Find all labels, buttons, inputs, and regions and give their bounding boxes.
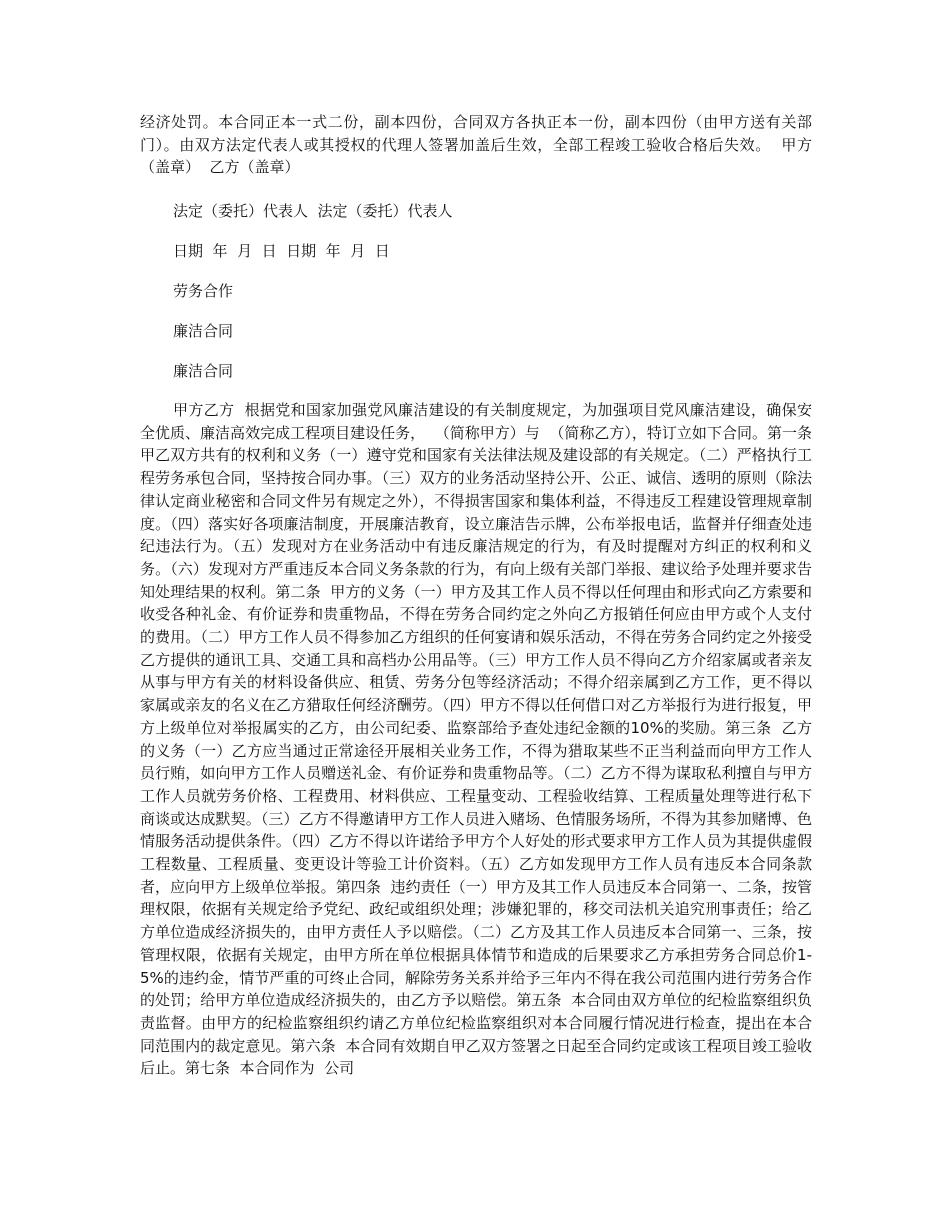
heading-integrity-contract: 廉洁合同 xyxy=(173,322,234,340)
heading-integrity-contract-2: 廉洁合同 xyxy=(173,362,234,380)
line-labor-cooperation: 劳务合作 xyxy=(173,282,234,300)
paragraph-contract-body: 甲方乙方 根据党和国家加强党风廉洁建设的有关制度规定，为加强项目党风廉洁建设，确保安全优质、廉洁高效完成工程项目建设任务， （简称甲方）与 （简称乙方），特订立如下合同。第一条 甲乙双方共有的权利和义务（一）遵守党和国家有关法律法规及建设部的有关规定。（二）严格执行工程劳务承包合同，坚持按合同办事。（三）双方的业务活动坚持公开、公正、诚信、透明的原则（除法律认定商业秘密和合同文件另有规定之外），不得损害国家和集体利益，不得违反工程建设管理规章制度。（四）落实好各项廉洁制度，开展廉洁教育，设立廉洁告示牌，公布举报电话，监督并仔细查处违纪违法行为。（五）发现对方在业务活动中有违反廉洁规定的行为，有及时提醒对方纠正的权利和义务。（六）发现对方严重违反本合同义务条款的行为，有向上级有关部门举报、建议给予处理并要求告知处理结果的权利。第二条 甲方的义务（一）甲方及其工作人员不得以任何理由和形式向乙方索要和收受各种礼金、有价证券和贵重物品，不得在劳务合同约定之外向乙方报销任何应由甲方或个人支付的费用。（二）甲方工作人员不得参加乙方组织的任何宴请和娱乐活动，不得在劳务合同约定之外接受乙方提供的通讯工具、交通工具和高档办公用品等。（三）甲方工作人员不得向乙方介绍家属或者亲友从事与甲方有关的材料设备供应、租赁、劳务分包等经济活动；不得介绍亲属到乙方工作，更不得以家属或亲友的名义在乙方猎取任何经济酬劳。（四）甲方不得以任何借口对乙方举报行为进行报复，甲方上级单位对举报属实的乙方，由公司纪委、监察部给予查处违纪金额的10%的奖励。第三条 乙方的义务（一）乙方应当通过正常途径开展相关业务工作，不得为猎取某些不正当利益而向甲方工作人员行贿，如向甲方工作人员赠送礼金、有价证券和贵重物品等。（二）乙方不得为谋取私利擅自与甲方工作人员就劳务价格、工程费用、材料供应、工程量变动、工程验收结算、工程质量处理等进行私下商谈或达成默契。（三）乙方不得邀请甲方工作人员进入赌场、色情服务场所，不得为其参加赌博、色情服务活动提供条件。（四）乙方不得以许诺给予甲方个人好处的形式要求甲方工作人员为其提供虚假工程数量、工程质量、变更设计等验工计价资料。（五）乙方如发现甲方工作人员有违反本合同条款者，应向甲方上级单位举报。第四条 违约责任（一）甲方及其工作人员违反本合同第一、二条，按管理权限，依据有关规定给予党纪、政纪或组织处理；涉嫌犯罪的，移交司法机关追究刑事责任；给乙方单位造成经济损失的，由甲方责任人予以赔偿。（二）乙方及其工作人员违反本合同第一、三条，按管理权限，依据有关规定，由甲方所在单位根据具体情节和造成的后果要求乙方承担劳务合同总价1-5%的违约金，情节严重的可终止合同，解除劳务关系并给予三年内不得在我公司范围内进行劳务合作的处罚；给甲方单位造成经济损失的，由乙方予以赔偿。第五条 本合同由双方单位的纪检监察组织负责监督。由甲方的纪检监察组织约请乙方单位纪检监察组织对本合同履行情况进行检查，提出在本合同范围内的裁定意见。第六条 本合同有效期自甲乙双方签署之日起至合同约定或该工程项目竣工验收后止。第七条 本合同作为 公司 xyxy=(140,401,822,1078)
line-representatives: 法定（委托）代表人 法定（委托）代表人 xyxy=(173,202,453,220)
line-date: 日期 年 月 日 日期 年 月 日 xyxy=(173,242,390,260)
paragraph-contract-terms: 经济处罚。本合同正本一式二份，副本四份，合同双方各执正本一份，副本四份（由甲方送有关部门）。由双方法定代表人或其授权的代理人签署加盖后生效，全部工程竣工验收合格后失效。 甲方（盖章） 乙方（盖章） xyxy=(140,113,812,177)
